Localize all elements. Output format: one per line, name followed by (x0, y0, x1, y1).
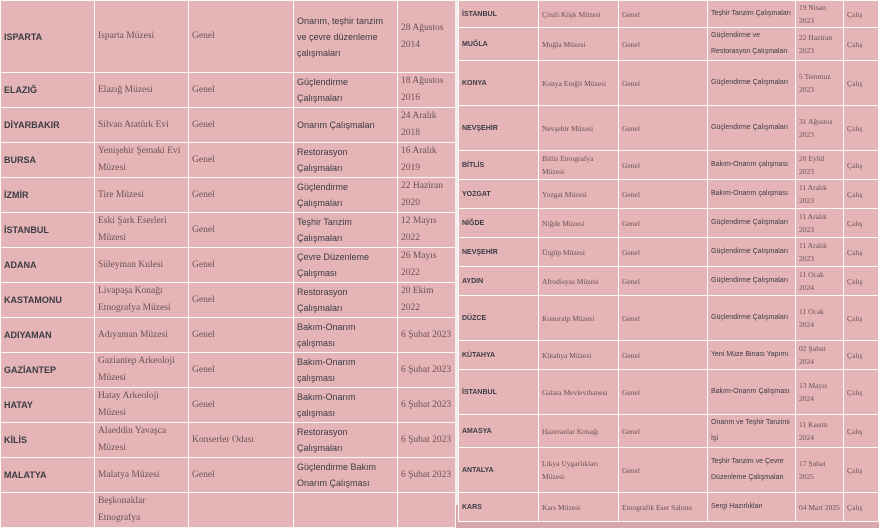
cell-type: Genel (189, 388, 294, 423)
table-row (1, 388, 456, 423)
cell-city: NİĞDE (459, 209, 539, 238)
cell-type: Genel (619, 296, 708, 341)
cell-museum: Eski Şark Eserleri Müzesi (95, 213, 189, 248)
table-row (459, 448, 879, 493)
table-row (1, 73, 456, 108)
cell-status: Çalış (844, 448, 879, 493)
cell-date: 6 Şubat 2023 (398, 318, 456, 353)
cell-city: DİYARBAKIR (1, 108, 95, 143)
cell-date: 02 Şubat 2024 (796, 341, 844, 370)
table-row (459, 493, 879, 522)
cell-type: Genel (189, 248, 294, 283)
right-table-panel (458, 0, 863, 512)
cell-date: 20 Ekim 2022 (398, 283, 456, 318)
cell-museum: Silvan Atatürk Evi (95, 108, 189, 143)
cell-type: Genel (619, 28, 708, 61)
cell-date: 19 Nisan 2023 (796, 1, 844, 28)
cell-work: Bakım-Onarım Çalışması (708, 370, 796, 415)
table-row (459, 267, 879, 296)
cell-date: 12 Mayıs 2022 (398, 213, 456, 248)
table-row (459, 28, 879, 61)
cell-museum: Niğde Müzesi (539, 209, 619, 238)
cell-city: BURSA (1, 143, 95, 178)
cell-date (398, 493, 456, 528)
cell-museum: Konuralp Müzesi (539, 296, 619, 341)
cell-date: 26 Mayıs 2022 (398, 248, 456, 283)
cell-city: KONYA (459, 61, 539, 106)
cell-type: Genel (619, 151, 708, 180)
cell-work: Restorasyon Çalışmaları (294, 423, 398, 458)
table-row (459, 180, 879, 209)
table-row (459, 415, 879, 448)
cell-museum: Hatay Arkeoloji Müzesi (95, 388, 189, 423)
cell-type: Genel (189, 318, 294, 353)
table-row (459, 296, 879, 341)
cell-museum: Yozgat Müzesi (539, 180, 619, 209)
table-row (1, 423, 456, 458)
cell-type: Genel (619, 1, 708, 28)
cell-status: Çalış (844, 209, 879, 238)
cell-work: Güçlendirme Çalışmaları (708, 267, 796, 296)
cell-museum: Kütahya Müzesi (539, 341, 619, 370)
cell-city: YOZGAT (459, 180, 539, 209)
cell-status: Çalış (844, 267, 879, 296)
table-row (459, 238, 879, 267)
cell-type: Genel (619, 106, 708, 151)
cell-date: 04 Mart 2025 (796, 493, 844, 522)
cell-city: İSTANBUL (459, 370, 539, 415)
table-row (1, 108, 456, 143)
cell-type: Genel (619, 341, 708, 370)
cell-date: 22 Haziran 2023 (796, 28, 844, 61)
cell-date: 11 Aralık 2023 (796, 238, 844, 267)
table-row (1, 353, 456, 388)
cell-type: Genel (619, 180, 708, 209)
cell-work: Restorasyon Çalışmaları (294, 143, 398, 178)
cell-work: Bakım-Onarım çalışması (708, 180, 796, 209)
cell-work (294, 493, 398, 528)
cell-work: Güçlendirme ve Restorasyon Çalışmaları (708, 28, 796, 61)
cell-museum: Elazığ Müzesi (95, 73, 189, 108)
cell-type: Genel (189, 108, 294, 143)
table-row (1, 1, 456, 73)
cell-museum: Bitlis Etnografya Müzesi (539, 151, 619, 180)
cell-work: Güçlendirme Çalışmaları (294, 178, 398, 213)
cell-date: 11 Aralık 2023 (796, 180, 844, 209)
cell-museum: Adıyaman Müzesi (95, 318, 189, 353)
table-row (1, 178, 456, 213)
cell-date: 13 Mayıs 2024 (796, 370, 844, 415)
table-row (459, 61, 879, 106)
cell-work: Teşhir Tanzim ve Çevre Düzenleme Çalışmaları (708, 448, 796, 493)
table-row (459, 209, 879, 238)
cell-museum: Alaeddin Yavaşca Müzesi (95, 423, 189, 458)
table-row (1, 318, 456, 353)
cell-date: 11 Ocak 2024 (796, 296, 844, 341)
cell-work: Bakım-Onarım çalışması (294, 318, 398, 353)
cell-type: Etnografik Eser Salonu (619, 493, 708, 522)
cell-type: Genel (189, 178, 294, 213)
cell-status: Çalış (844, 180, 879, 209)
cell-type: Genel (619, 267, 708, 296)
cell-museum: Kars Müzesi (539, 493, 619, 522)
cell-work: Restorasyon Çalışmaları (294, 283, 398, 318)
cell-city: NEVŞEHİR (459, 106, 539, 151)
cell-museum: Çinili Köşk Müzesi (539, 1, 619, 28)
cell-date: 6 Şubat 2023 (398, 423, 456, 458)
cell-city: DÜZCE (459, 296, 539, 341)
cell-city: ADIYAMAN (1, 318, 95, 353)
cell-date: 28 Ağustos 2014 (398, 1, 456, 73)
cell-city: ADANA (1, 248, 95, 283)
cell-museum: Gaziantep Arkeoloji Müzesi (95, 353, 189, 388)
cell-work: Çevre Düzenleme Çalışması (294, 248, 398, 283)
cell-type: Genel (189, 353, 294, 388)
cell-date: 5 Temmuz 2023 (796, 61, 844, 106)
cell-work: Güçlendirme Çalışmaları (708, 209, 796, 238)
table-row (1, 493, 456, 528)
cell-museum: Hazeranlar Konağı (539, 415, 619, 448)
cell-city (1, 493, 95, 528)
cell-status: Çalış (844, 296, 879, 341)
cell-type: Genel (189, 458, 294, 493)
cell-type: Genel (189, 283, 294, 318)
table-row (459, 341, 879, 370)
cell-city: GAZİANTEP (1, 353, 95, 388)
cell-status: Çalış (844, 106, 879, 151)
cell-date: 22 Haziran 2020 (398, 178, 456, 213)
cell-status: Çalış (844, 151, 879, 180)
cell-type: Genel (619, 209, 708, 238)
cell-date: 16 Aralık 2019 (398, 143, 456, 178)
cell-date: 6 Şubat 2023 (398, 353, 456, 388)
table-row (459, 370, 879, 415)
cell-date: 6 Şubat 2023 (398, 388, 456, 423)
cell-type (189, 493, 294, 528)
cell-work: Bakım-Onarım çalışması (708, 151, 796, 180)
cell-type: Konserler Odası (189, 423, 294, 458)
cell-work: Sergi Hazırlıkları (708, 493, 796, 522)
cell-work: Bakım-Onarım çalışması (294, 388, 398, 423)
cell-date: 17 Şubat 2025 (796, 448, 844, 493)
cell-date: 11 Kasım 2024 (796, 415, 844, 448)
cell-city: BİTLİS (459, 151, 539, 180)
cell-status: Çalış (844, 1, 879, 28)
cell-museum: Muğla Müzesi (539, 28, 619, 61)
cell-museum: Isparta Müzesi (95, 1, 189, 73)
cell-type: Genel (619, 415, 708, 448)
cell-city: KARS (459, 493, 539, 522)
cell-type: Genel (189, 143, 294, 178)
cell-date: 24 Aralık 2018 (398, 108, 456, 143)
cell-status: Çalış (844, 238, 879, 267)
cell-work: Güçlendirme Çalışmaları (708, 61, 796, 106)
cell-work: Onarım ve Teşhir Tanzimi İşi (708, 415, 796, 448)
cell-museum: Nevşehir Müzesi (539, 106, 619, 151)
cell-city: AYDIN (459, 267, 539, 296)
cell-city: MUĞLA (459, 28, 539, 61)
cell-work: Güçlendirme Çalışmaları (708, 296, 796, 341)
cell-status: Çalış (844, 61, 879, 106)
cell-work: Güçlendirme Bakım Onarım Çalışması (294, 458, 398, 493)
table-row (459, 1, 879, 28)
cell-status: Çalış (844, 370, 879, 415)
cell-date: 11 Ocak 2024 (796, 267, 844, 296)
table-row (1, 248, 456, 283)
cell-museum: Tire Müzesi (95, 178, 189, 213)
cell-work: Teşhir Tanzim Çalışmaları (294, 213, 398, 248)
cell-city: KİLİS (1, 423, 95, 458)
cell-city: NEVŞEHİR (459, 238, 539, 267)
table-row (1, 213, 456, 248)
cell-work: Teşhir Tanzim Çalışmaları (708, 1, 796, 28)
cell-date: 20 Eylül 2023 (796, 151, 844, 180)
cell-city: İZMİR (1, 178, 95, 213)
cell-status: Çalış (844, 341, 879, 370)
cell-date: 11 Aralık 2023 (796, 209, 844, 238)
cell-type: Genel (189, 73, 294, 108)
table-row (459, 106, 879, 151)
cell-museum: Malatya Müzesi (95, 458, 189, 493)
cell-museum: Galata Mevlevihanesi (539, 370, 619, 415)
cell-city: İSTANBUL (1, 213, 95, 248)
cell-type: Genel (619, 448, 708, 493)
cell-museum: Konya Ereğli Müzesi (539, 61, 619, 106)
cell-work: Yeni Müze Binası Yapımı (708, 341, 796, 370)
cell-status: Çalış (844, 415, 879, 448)
cell-type: Genel (619, 61, 708, 106)
table-row (1, 458, 456, 493)
cell-type: Genel (189, 1, 294, 73)
cell-museum: Süleyman Kulesi (95, 248, 189, 283)
cell-city: KASTAMONU (1, 283, 95, 318)
cell-type: Genel (189, 213, 294, 248)
cell-museum: Beşkonaklar Etnografya (95, 493, 189, 528)
cell-museum: Yenişehir Şemaki Evi Müzesi (95, 143, 189, 178)
table-row (1, 283, 456, 318)
cell-type: Genel (619, 370, 708, 415)
cell-city: İSTANBUL (459, 1, 539, 28)
cell-museum: Likya Uygarlıkları Müzesi (539, 448, 619, 493)
cell-date: 31 Ağustos 2023 (796, 106, 844, 151)
cell-city: MALATYA (1, 458, 95, 493)
table-row (459, 151, 879, 180)
cell-museum: Ürgüp Müzesi (539, 238, 619, 267)
cell-work: Onarım, teşhir tanzim ve çevre düzenleme çalışmaları (294, 1, 398, 73)
cell-work: Onarım Çalışmaları (294, 108, 398, 143)
cell-status: Çalış (844, 493, 879, 522)
cell-work: Güçlendirme Çalışmaları (708, 238, 796, 267)
cell-date: 18 Ağustos 2016 (398, 73, 456, 108)
table-row (1, 143, 456, 178)
cell-museum: Livapaşa Konağı Etnografya Müzesi (95, 283, 189, 318)
cell-status: Çalış (844, 28, 879, 61)
cell-city: ANTALYA (459, 448, 539, 493)
museum-table-right (458, 0, 879, 522)
cell-museum: Afrodisyas Müzesi (539, 267, 619, 296)
cell-date: 6 Şubat 2023 (398, 458, 456, 493)
cell-city: KÜTAHYA (459, 341, 539, 370)
cell-city: ISPARTA (1, 1, 95, 73)
cell-type: Genel (619, 238, 708, 267)
cell-work: Bakım-Onarım çalışması (294, 353, 398, 388)
cell-city: ELAZIĞ (1, 73, 95, 108)
cell-work: Güçlendirme Çalışmaları (708, 106, 796, 151)
cell-city: HATAY (1, 388, 95, 423)
cell-city: AMASYA (459, 415, 539, 448)
cell-work: Güçlendirme Çalışmaları (294, 73, 398, 108)
